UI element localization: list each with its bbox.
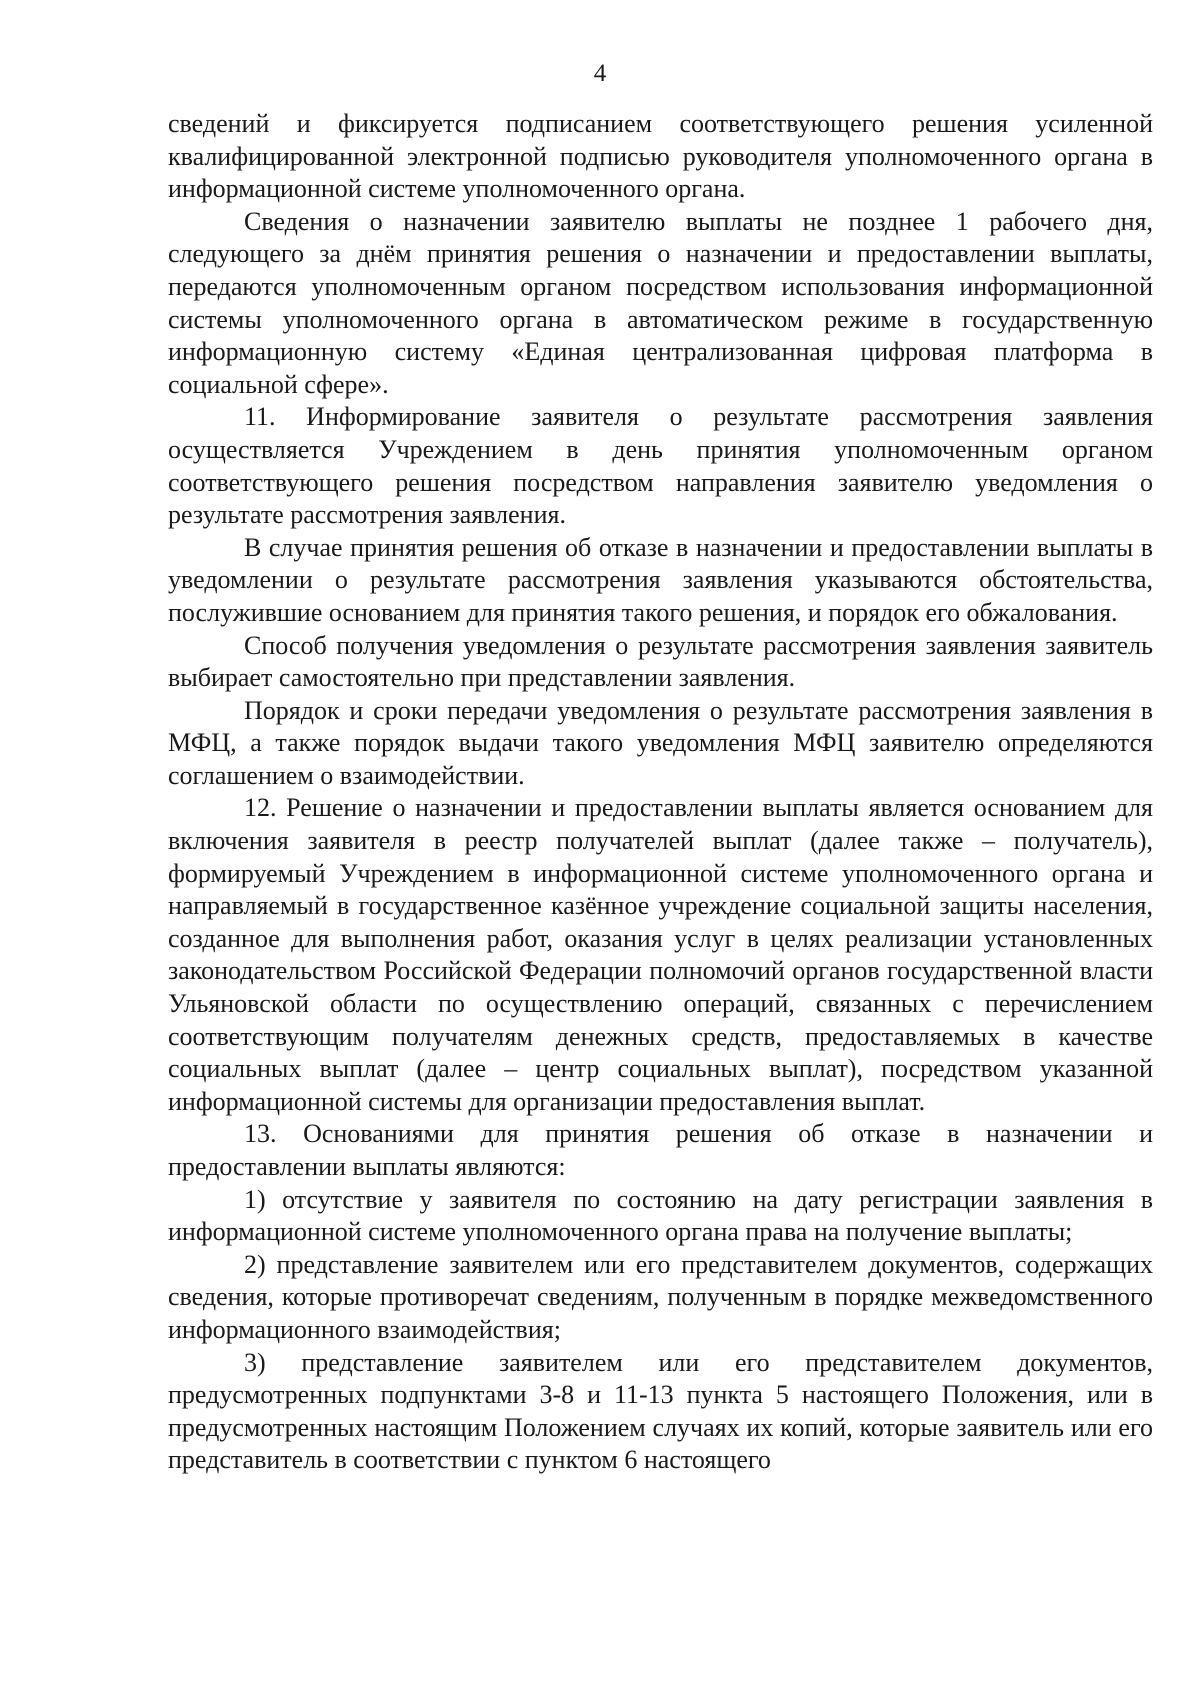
list-item-1: 1) отсутствие у заявителя по состоянию на дату регистрации заявления в информационной системе уполномоченного органа права на получение выплаты; bbox=[168, 1184, 1153, 1247]
paragraph-item-13: 13. Основаниями для принятия решения об отказе в назначении и предоставлении выплаты являются: bbox=[168, 1119, 1153, 1181]
paragraph-item-11: 11. Информирование заявителя о результате рассмотрения заявления осуществляется Учреждением в день принятия уполномоченным органом соответствующего решения посредством направления заявителю уведомления о результате рассмотрения заявления. bbox=[168, 402, 1153, 530]
list-item-2: 2) представление заявителем или его представителем документов, содержащих сведения, которые противоречат сведениям, полученным в порядке межведомственного информационного взаимодействия; bbox=[168, 1249, 1153, 1344]
page-number: 4 bbox=[593, 60, 607, 87]
paragraph-item-12: 12. Решение о назначении и предоставлении выплаты является основанием для включения заявителя в реестр получателей выплат (далее также – получатель), формируемый Учреждением в информационной системе уполномоченного органа и направляемый в государственное казённое учреждение социальной защиты населения, созданное для выполнения работ, оказания услуг в целях реализации установленных законодательством Российской Федерации полномочий органов государственной власти Ульяновской области по осуществлению операций, связанных с перечислением соответствующим получателям денежных средств, предоставляемых в качестве социальных выплат (далее – центр социальных выплат), посредством указанной информационной системы для организации предоставления выплат. bbox=[168, 793, 1153, 1116]
paragraph: Сведения о назначении заявителю выплаты не позднее 1 рабочего дня, следующего за днём принятия решения о назначении и предоставлении выплаты, передаются уполномоченным органом посредством использования информационной системы уполномоченного органа в автоматическом режиме в государственную информационную систему «Единая централизованная цифровая платформа в социальной сфере». bbox=[168, 206, 1153, 399]
paragraph: Порядок и сроки передачи уведомления о результате рассмотрения заявления в МФЦ, а также порядок выдачи такого уведомления МФЦ заявителю определяются соглашением о взаимодействии. bbox=[168, 695, 1153, 790]
list-item-3: 3) представление заявителем или его представителем документов, предусмотренных подпунктами 3-8 и 11-13 пункта 5 настоящего Положения, или в предусмотренных настоящим Положением случаях их копий, которые заявитель или его представитель в соответствии с пунктом 6 настоящего bbox=[168, 1347, 1153, 1475]
document-body bbox=[168, 108, 1153, 1477]
paragraph: сведений и фиксируется подписанием соответствующего решения усиленной квалифицированной электронной подписью руководителя уполномоченного органа в информационной системе уполномоченного органа. bbox=[168, 109, 1153, 204]
paragraph: В случае принятия решения об отказе в назначении и предоставлении выплаты в уведомлении о результате рассмотрения заявления указываются обстоятельства, послужившие основанием для принятия такого решения, и порядок его обжалования. bbox=[168, 532, 1153, 627]
paragraph: Способ получения уведомления о результате рассмотрения заявления заявитель выбирает самостоятельно при представлении заявления. bbox=[168, 630, 1153, 693]
